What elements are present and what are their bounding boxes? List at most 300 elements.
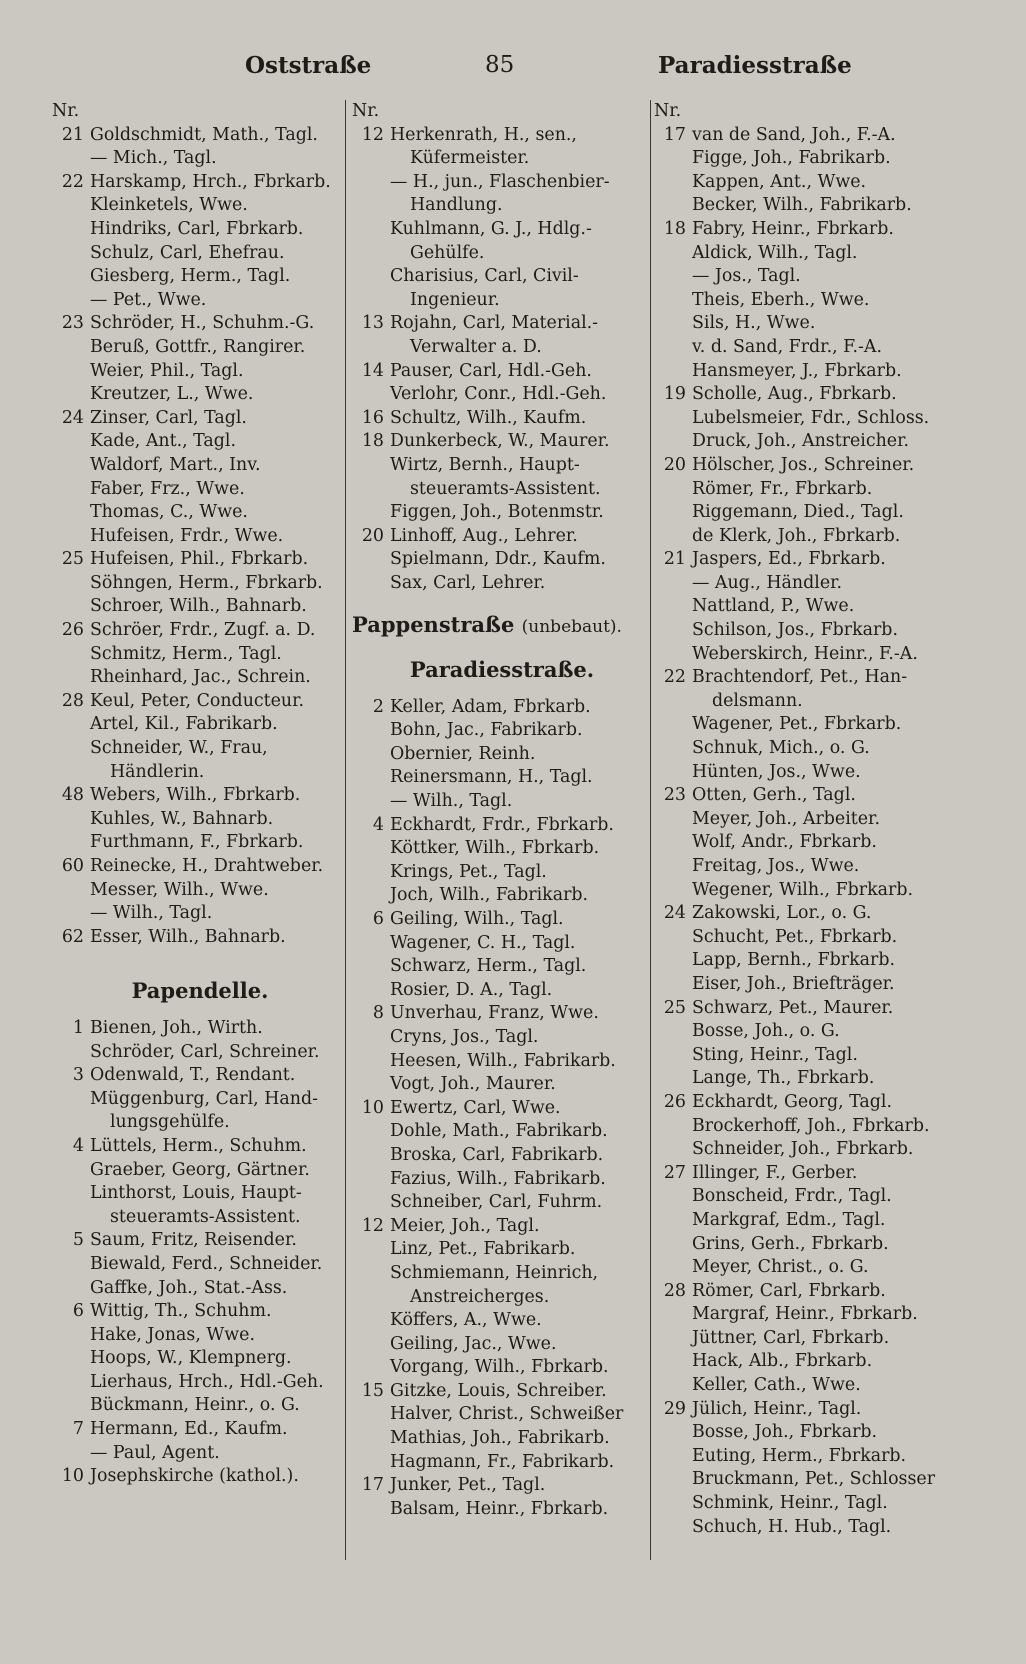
entry-line	[352, 124, 652, 148]
entry-line	[52, 1111, 348, 1135]
entry-line	[52, 430, 348, 454]
entry-text: Keller, Adam, Fbrkarb.	[390, 696, 591, 717]
entry-line	[352, 932, 652, 956]
entry-line	[654, 713, 960, 737]
entry-text: Schroer, Wilh., Bahnarb.	[90, 596, 307, 617]
entry-text: Linthorst, Louis, Haupt-	[90, 1183, 302, 1204]
entry-text: Geiling, Jac., Wwe.	[390, 1333, 557, 1354]
entry-line	[52, 548, 348, 572]
house-number: 10	[361, 1097, 384, 1118]
house-number: 28	[663, 1280, 686, 1301]
entry-line	[52, 761, 348, 785]
entry-line	[352, 955, 652, 979]
entry-line	[352, 1002, 652, 1026]
entry-line	[654, 1185, 960, 1209]
entry-line	[52, 808, 348, 832]
entry-text: Kappen, Ant., Wwe.	[692, 171, 867, 192]
entry-text: delsmann.	[712, 690, 803, 711]
entry-text: Balsam, Heinr., Fbrkarb.	[390, 1498, 609, 1519]
entry-text: Bosse, Joh., o. G.	[692, 1021, 840, 1042]
house-number: 21	[61, 124, 84, 145]
entry-text: Scholle, Aug., Fbrkarb.	[692, 384, 897, 405]
entry-line	[352, 1120, 652, 1144]
entry-line	[654, 690, 960, 714]
entry-text: Hufeisen, Phil., Fbrkarb.	[90, 549, 309, 570]
entry-line	[52, 713, 348, 737]
entry-line	[52, 784, 348, 808]
entry-line	[352, 719, 652, 743]
entry-text: Hack, Alb., Fbrkarb.	[692, 1351, 873, 1372]
entry-line	[654, 1374, 960, 1398]
entry-text: Verlohr, Conr., Hdl.-Geh.	[390, 384, 607, 405]
entry-text: Vogt, Joh., Maurer.	[390, 1074, 556, 1095]
entry-line	[352, 837, 652, 861]
house-number: 48	[61, 785, 84, 806]
entry-line	[52, 171, 348, 195]
entry-text: Margraf, Heinr., Fbrkarb.	[692, 1304, 918, 1325]
entry-line	[52, 690, 348, 714]
entry-line	[352, 147, 652, 171]
house-number: 29	[663, 1398, 686, 1419]
entry-text: Heesen, Wilh., Fabrikarb.	[390, 1050, 616, 1071]
entry-line	[654, 1115, 960, 1139]
entry-text: Bosse, Joh., Fbrkarb.	[692, 1422, 878, 1443]
nr-heading: Nr.	[352, 101, 380, 121]
entry-text: Lubelsmeier, Fdr., Schloss.	[692, 407, 930, 428]
entry-text: Waldorf, Mart., Inv.	[90, 454, 261, 475]
entry-text: Odenwald, T., Rendant.	[90, 1065, 296, 1086]
entry-line	[52, 1253, 348, 1277]
entry-line	[352, 696, 652, 720]
entry-text: Druck, Joh., Anstreicher.	[692, 431, 910, 452]
entry-line	[654, 171, 960, 195]
entry-line	[654, 1138, 960, 1162]
entry-text: Kreutzer, L., Wwe.	[90, 384, 254, 405]
entry-text: Figgen, Joh., Botenmstr.	[390, 502, 604, 523]
entry-line	[654, 383, 960, 407]
house-number: 1	[72, 1017, 84, 1038]
entry-text: Küfermeister.	[410, 148, 530, 169]
entry-line	[52, 902, 348, 926]
entry-text: Reinecke, H., Drahtweber.	[90, 856, 324, 876]
entry-line	[654, 595, 960, 619]
entry-line	[52, 407, 348, 431]
entry-line	[352, 1498, 652, 1522]
entry-line	[52, 147, 348, 171]
street-heading: Paradiesstraße.	[409, 657, 595, 683]
entry-line	[654, 1492, 960, 1516]
entry-line	[52, 478, 348, 502]
entry-text: Römer, Fr., Fbrkarb.	[692, 478, 873, 499]
entry-text: Nattland, P., Wwe.	[692, 596, 855, 617]
entry-line	[352, 1333, 652, 1357]
entry-line	[654, 926, 960, 950]
entry-text: Hindriks, Carl, Fbrkarb.	[90, 218, 304, 239]
entry-line	[654, 784, 960, 808]
entry-line	[352, 289, 652, 313]
entry-text: Eckhardt, Georg, Tagl.	[692, 1091, 893, 1112]
house-number: 60	[61, 856, 84, 876]
entry-text: Broska, Carl, Fabrikarb.	[390, 1144, 604, 1165]
entry-line	[352, 1097, 652, 1121]
entry-line	[352, 1050, 652, 1074]
entry-line	[654, 1067, 960, 1091]
entry-line	[654, 548, 960, 572]
entry-text: Krings, Pet., Tagl.	[390, 861, 547, 882]
house-number: 2	[372, 696, 384, 717]
entry-line	[352, 218, 652, 242]
page-number: 85	[485, 52, 515, 78]
entry-text: Webers, Wilh., Fbrkarb.	[90, 785, 301, 806]
entry-text: Bohn, Jac., Fabrikarb.	[390, 720, 583, 741]
house-number: 26	[61, 620, 84, 641]
entry-text: Lapp, Bernh., Fbrkarb.	[692, 950, 895, 971]
header-street-left: Oststraße	[245, 52, 372, 79]
entry-line	[654, 1233, 960, 1257]
entry-line	[654, 501, 960, 525]
entry-text: Illinger, F., Gerber.	[692, 1162, 858, 1183]
entry-text: Ewertz, Carl, Wwe.	[390, 1097, 561, 1118]
entry-text: Rosier, D. A., Tagl.	[390, 979, 553, 1000]
house-number: 22	[663, 667, 686, 688]
entry-line	[654, 643, 960, 667]
house-number: 12	[361, 124, 384, 145]
entry-line	[352, 171, 652, 195]
entry-text: Biewald, Ferd., Schneider.	[90, 1253, 323, 1274]
entry-line	[654, 124, 960, 148]
house-number: 4	[372, 814, 384, 835]
entry-line	[352, 360, 652, 384]
entry-text: Schneider, Joh., Fbrkarb.	[692, 1139, 914, 1160]
entry-text: Messer, Wilh., Wwe.	[90, 879, 269, 900]
entry-line	[352, 1238, 652, 1262]
entry-text: Schucht, Pet., Fbrkarb.	[692, 926, 898, 947]
entry-line	[654, 478, 960, 502]
entry-text: Artel, Kil., Fabrikarb.	[90, 714, 278, 735]
entry-line	[654, 1044, 960, 1068]
entry-text: Schröder, H., Schuhm.-G.	[90, 313, 315, 334]
entry-text: Jaspers, Ed., Fbrkarb.	[692, 549, 886, 570]
house-number: 24	[61, 407, 84, 428]
nr-heading: Nr.	[654, 101, 682, 121]
entry-text: Hansmeyer, J., Fbrkarb.	[692, 360, 902, 381]
entry-text: Schulz, Carl, Ehefrau.	[90, 242, 285, 263]
entry-line	[52, 383, 348, 407]
entry-line	[52, 1041, 348, 1065]
entry-text: Schmink, Heinr., Tagl.	[692, 1493, 888, 1514]
entry-text: Euting, Herm., Fbrkarb.	[692, 1445, 907, 1466]
entry-text: Brockerhoff, Joh., Fbrkarb.	[692, 1115, 930, 1136]
entry-line	[654, 1398, 960, 1422]
entry-text: Sting, Heinr., Tagl.	[692, 1044, 858, 1065]
entry-line	[52, 1277, 348, 1301]
entry-line	[52, 336, 348, 360]
entry-line	[654, 855, 960, 879]
entry-line	[654, 949, 960, 973]
entry-text: Grins, Gerh., Fbrkarb.	[692, 1233, 889, 1254]
entry-line	[654, 1468, 960, 1492]
entry-text: — Jos., Tagl.	[692, 266, 801, 287]
house-number: 25	[663, 997, 686, 1018]
house-number: 6	[72, 1301, 84, 1322]
entry-text: van de Sand, Joh., F.-A.	[692, 124, 896, 145]
entry-text: Jülich, Heinr., Tagl.	[692, 1398, 862, 1419]
entry-text: Furthmann, F., Fbrkarb.	[90, 832, 304, 853]
entry-line	[654, 525, 960, 549]
entry-line	[352, 1168, 652, 1192]
entry-line	[352, 1262, 652, 1286]
house-number: 12	[361, 1215, 384, 1236]
entry-line	[654, 737, 960, 761]
entry-text: Schnuk, Mich., o. G.	[692, 738, 870, 759]
entry-text: Joch, Wilh., Fabrikarb.	[390, 885, 589, 906]
entry-text: Händlerin.	[110, 761, 205, 782]
entry-text: Schröer, Frdr., Zugf. a. D.	[90, 620, 316, 641]
entry-text: Wegener, Wilh., Fbrkarb.	[692, 879, 913, 900]
entry-text: Zinser, Carl, Tagl.	[90, 407, 247, 428]
entry-text: Vorgang, Wilh., Fbrkarb.	[390, 1357, 609, 1378]
entry-line	[352, 454, 652, 478]
house-number: 17	[361, 1475, 384, 1496]
entry-text: Cryns, Jos., Tagl.	[390, 1026, 539, 1047]
entry-text: Schmiemann, Heinrich,	[390, 1262, 599, 1283]
entry-text: Rojahn, Carl, Material.-	[390, 313, 599, 334]
entry-line	[52, 501, 348, 525]
entry-text: Schneider, W., Frau,	[90, 738, 268, 759]
entry-text: Dohle, Math., Fabrikarb.	[390, 1121, 608, 1142]
entry-line	[52, 1300, 348, 1324]
entry-line	[654, 1091, 960, 1115]
entry-line	[352, 1380, 652, 1404]
entry-line	[654, 454, 960, 478]
entry-list	[352, 124, 652, 596]
street-heading-note: (unbebaut).	[521, 617, 622, 638]
entry-text: — Wilh., Tagl.	[90, 903, 213, 924]
entry-line	[654, 666, 960, 690]
entry-text: Mathias, Joh., Fabrikarb.	[390, 1428, 610, 1449]
street-heading-title: Pappenstraße	[352, 612, 515, 638]
entry-text: Halver, Christ., Schweißer	[390, 1404, 624, 1425]
entry-text: Hölscher, Jos., Schreiner.	[692, 454, 915, 475]
house-number: 4	[72, 1135, 84, 1156]
entry-line	[52, 454, 348, 478]
entry-text: Hünten, Jos., Wwe.	[692, 761, 861, 782]
entry-line	[352, 1073, 652, 1097]
entry-text: Hagmann, Fr., Fabrikarb.	[390, 1451, 615, 1472]
entry-text: Hermann, Ed., Kaufm.	[90, 1419, 288, 1440]
entry-text: Markgraf, Edm., Tagl.	[692, 1209, 886, 1230]
entry-line	[654, 1303, 960, 1327]
entry-text: Anstreicherges.	[410, 1286, 550, 1307]
entry-line	[654, 312, 960, 336]
street-heading	[352, 613, 652, 640]
entry-text: Weier, Phil., Tagl.	[90, 360, 244, 381]
entry-text: Zakowski, Lor., o. G.	[692, 903, 872, 924]
entry-line	[52, 218, 348, 242]
house-number: 3	[72, 1065, 84, 1086]
entry-line	[52, 1017, 348, 1041]
entry-text: Obernier, Reinh.	[390, 743, 536, 764]
entry-line	[654, 1327, 960, 1351]
entry-line	[52, 312, 348, 336]
house-number: 10	[61, 1466, 84, 1487]
house-number: 23	[61, 313, 84, 334]
entry-text: Otten, Gerh., Tagl.	[692, 785, 856, 806]
entry-text: Reinersmann, H., Tagl.	[390, 767, 593, 788]
entry-text: Hufeisen, Frdr., Wwe.	[90, 525, 284, 546]
house-number: 20	[361, 525, 384, 546]
entry-line	[352, 1356, 652, 1380]
entry-line	[52, 1088, 348, 1112]
entry-line	[654, 1421, 960, 1445]
entry-line	[352, 1427, 652, 1451]
entry-line	[352, 861, 652, 885]
entry-line	[52, 737, 348, 761]
entry-text: Schneiber, Carl, Fuhrm.	[390, 1192, 603, 1213]
entry-text: Meier, Joh., Tagl.	[390, 1215, 540, 1236]
entry-line	[654, 1209, 960, 1233]
entry-line	[52, 1418, 348, 1442]
entry-text: Schuch, H. Hub., Tagl.	[692, 1516, 892, 1537]
entry-text: Eckhardt, Frdr., Fbrkarb.	[390, 814, 614, 835]
entry-text: Sils, H., Wwe.	[692, 313, 816, 334]
entry-line	[654, 973, 960, 997]
entry-line	[654, 360, 960, 384]
entry-text: Hoops, W., Klempnerg.	[90, 1348, 292, 1369]
entry-line	[654, 430, 960, 454]
page-header	[0, 50, 1026, 84]
entry-text: — Paul, Agent.	[90, 1442, 220, 1463]
entry-text: Thomas, C., Wwe.	[90, 502, 248, 523]
entry-line	[352, 1144, 652, 1168]
header-street-right: Paradiesstraße	[658, 52, 852, 79]
entry-line	[52, 265, 348, 289]
entry-text: Gaffke, Joh., Stat.-Ass.	[90, 1277, 288, 1298]
entry-line	[654, 761, 960, 785]
house-number: 17	[663, 124, 686, 145]
entry-text: Wagener, C. H., Tagl.	[390, 932, 576, 953]
entry-text: v. d. Sand, Frdr., F.-A.	[692, 336, 883, 357]
house-number: 19	[663, 384, 686, 405]
entry-text: Wirtz, Bernh., Haupt-	[390, 454, 580, 475]
entry-text: Giesberg, Herm., Tagl.	[90, 266, 291, 287]
entry-line	[52, 831, 348, 855]
entry-text: Kuhlmann, G. J., Hdlg.-	[390, 218, 592, 239]
entry-text: Rheinhard, Jac., Schrein.	[90, 667, 311, 688]
street-heading: Papendelle.	[131, 978, 269, 1004]
entry-line	[52, 855, 348, 879]
entry-line	[352, 1451, 652, 1475]
house-number: 24	[663, 903, 686, 924]
entry-text: Faber, Frz., Wwe.	[90, 478, 245, 499]
entry-text: Wagener, Pet., Fbrkarb.	[692, 714, 902, 735]
house-number: 6	[372, 909, 384, 929]
entry-line	[654, 572, 960, 596]
entry-line	[654, 1350, 960, 1374]
house-number: 7	[72, 1419, 84, 1440]
house-number: 18	[361, 431, 384, 452]
entry-line	[52, 1324, 348, 1348]
entry-line	[654, 218, 960, 242]
entry-text: Spielmann, Ddr., Kaufm.	[390, 549, 606, 570]
entry-text: Pauser, Carl, Hdl.-Geh.	[390, 360, 592, 381]
entry-line	[352, 814, 652, 838]
entry-line	[52, 525, 348, 549]
entry-text: Lüttels, Herm., Schuhm.	[90, 1135, 307, 1156]
house-number: 22	[61, 171, 84, 192]
entry-text: Brachtendorf, Pet., Han-	[692, 667, 908, 688]
entry-line	[52, 1206, 348, 1230]
entry-text: Bückmann, Heinr., o. G.	[90, 1395, 300, 1416]
entry-line	[52, 124, 348, 148]
entry-text: Aldick, Wilh., Tagl.	[692, 242, 858, 263]
house-number: 20	[663, 454, 686, 475]
entry-text: Schilson, Jos., Fbrkarb.	[692, 620, 898, 641]
column-2	[352, 100, 652, 1521]
entry-line	[52, 1064, 348, 1088]
entry-line	[352, 501, 652, 525]
entry-text: — H., jun., Flaschenbier-	[390, 171, 610, 192]
entry-text: Gitzke, Louis, Schreiber.	[390, 1380, 607, 1401]
entry-line	[52, 643, 348, 667]
entry-text: Goldschmidt, Math., Tagl.	[90, 124, 318, 145]
entry-line	[52, 242, 348, 266]
entry-text: Meyer, Joh., Arbeiter.	[692, 808, 880, 829]
entry-text: Weberskirch, Heinr., F.-A.	[692, 643, 918, 664]
nr-heading: Nr.	[52, 101, 80, 121]
entry-text: Römer, Carl, Fbrkarb.	[692, 1280, 886, 1301]
entry-text: Josephskirche (kathol.).	[90, 1466, 299, 1487]
entry-line	[352, 430, 652, 454]
entry-line	[352, 884, 652, 908]
entry-line	[52, 619, 348, 643]
entry-text: Harskamp, Hrch., Fbrkarb.	[90, 171, 331, 192]
entry-line	[352, 1403, 652, 1427]
entry-line	[352, 312, 652, 336]
entry-text: Köffers, A., Wwe.	[390, 1310, 542, 1331]
entry-text: Fabry, Heinr., Fbrkarb.	[692, 218, 894, 239]
entry-list	[52, 124, 348, 950]
entry-text: — Mich., Tagl.	[90, 148, 217, 169]
column-3	[654, 100, 960, 1539]
entry-line	[352, 572, 652, 596]
house-number: 62	[61, 926, 84, 947]
entry-line	[654, 265, 960, 289]
entry-line	[654, 997, 960, 1021]
entry-text: Lierhaus, Hrch., Hdl.-Geh.	[90, 1371, 324, 1392]
entry-text: Schultz, Wilh., Kaufm.	[390, 407, 587, 428]
entry-line	[352, 1309, 652, 1333]
entry-text: Kleinketels, Wwe.	[90, 195, 248, 216]
entry-line	[52, 1182, 348, 1206]
entry-text: Keul, Peter, Conducteur.	[90, 690, 305, 711]
entry-line	[52, 879, 348, 903]
entry-text: Gehülfe.	[410, 242, 485, 263]
entry-line	[52, 666, 348, 690]
entry-line	[654, 289, 960, 313]
entry-text: Beruß, Gottfr., Rangirer.	[90, 336, 306, 357]
entry-line	[52, 1371, 348, 1395]
house-number: 26	[663, 1091, 686, 1112]
entry-text: Eiser, Joh., Briefträger.	[692, 973, 895, 994]
entry-line	[352, 336, 652, 360]
entry-line	[352, 766, 652, 790]
entry-line	[52, 194, 348, 218]
entry-text: Jüttner, Carl, Fbrkarb.	[692, 1327, 890, 1348]
entry-text: Schwarz, Pet., Maurer.	[692, 997, 894, 1018]
entry-line	[654, 1516, 960, 1540]
entry-line	[654, 1280, 960, 1304]
